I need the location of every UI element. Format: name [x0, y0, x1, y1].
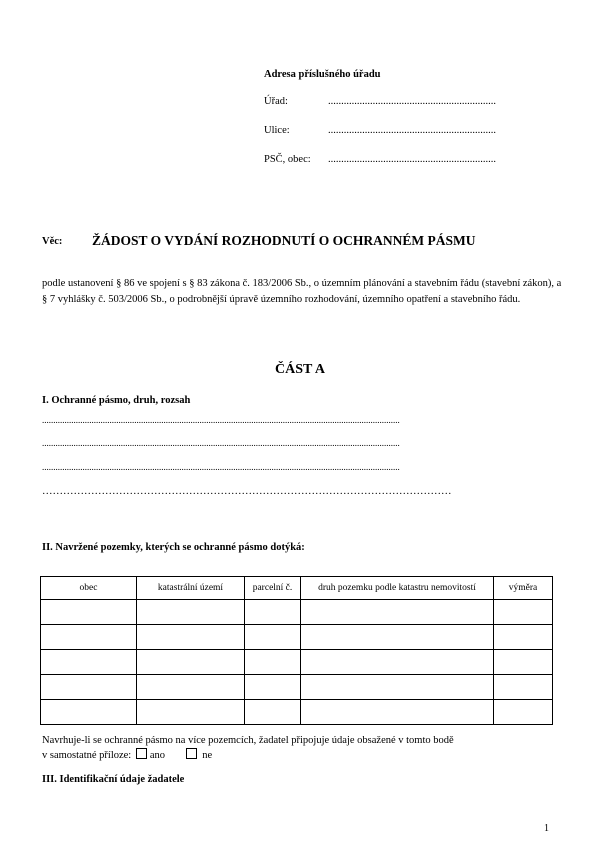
table-row [41, 600, 553, 625]
table-row [41, 700, 553, 725]
checkbox-yes-label: ano [149, 750, 166, 761]
office-label: Úřad: [264, 96, 288, 107]
part-a-heading: ČÁST A [275, 362, 325, 377]
section-1-line-4[interactable]: ……………………………………………………………………………………………………… [42, 486, 452, 497]
col-header-municipality: obec [41, 577, 137, 600]
table-cell[interactable] [494, 625, 553, 650]
table-cell[interactable] [137, 650, 245, 675]
table-header-row [41, 577, 553, 600]
subject-title: ŽÁDOST O VYDÁNÍ ROZHODNUTÍ O OCHRANNÉM PÁSMU [92, 233, 476, 248]
subject-label: Věc: [42, 236, 63, 247]
table-cell[interactable] [137, 675, 245, 700]
table-cell[interactable] [245, 600, 301, 625]
section-1-line-1[interactable]: ............................................................................................................................................................... [42, 415, 400, 425]
table-cell[interactable] [301, 650, 494, 675]
attachment-note-prefix: v samostatné příloze: [42, 750, 132, 761]
attachment-note-line-2 [42, 748, 562, 763]
table-row [41, 625, 553, 650]
table-cell[interactable] [137, 700, 245, 725]
table-cell[interactable] [137, 625, 245, 650]
table-cell[interactable] [245, 650, 301, 675]
table-cell[interactable] [41, 600, 137, 625]
table-cell[interactable] [41, 700, 137, 725]
checkbox-no[interactable] [186, 748, 197, 759]
postcode-row [264, 154, 496, 165]
section-1-line-2[interactable]: ............................................................................................................................................................... [42, 438, 400, 448]
legal-basis-paragraph: podle ustanovení § 86 ve spojení s § 83 zákona č. 183/2006 Sb., o územním plánování a stavebním řádu (stavební zákon), a § 7 vyhlášky č. 503/2006 Sb., o podrobnější úpravě územního rozhodování, územního opatření a stavebního řádu. [42, 278, 562, 305]
col-header-area: výměra [494, 577, 553, 600]
section-1-line-3[interactable]: ............................................................................................................................................................... [42, 462, 400, 472]
table-cell[interactable] [245, 625, 301, 650]
plots-table [40, 576, 553, 725]
table-row [41, 675, 553, 700]
attachment-note [42, 733, 562, 763]
col-header-cadastral-area: katastrální území [137, 577, 245, 600]
office-row [264, 96, 496, 107]
street-row [264, 125, 496, 136]
postcode-label: PSČ, obec: [264, 154, 311, 165]
page-number: 1 [544, 823, 549, 834]
table-cell[interactable] [41, 650, 137, 675]
table-cell[interactable] [494, 700, 553, 725]
checkbox-yes[interactable] [136, 748, 147, 759]
table-cell[interactable] [245, 700, 301, 725]
section-3-heading: III. Identifikační údaje žadatele [42, 774, 185, 785]
table-cell[interactable] [301, 625, 494, 650]
table-cell[interactable] [137, 600, 245, 625]
checkbox-no-label: ne [202, 750, 213, 761]
table-cell[interactable] [245, 675, 301, 700]
office-field[interactable]: ................................................................ [328, 96, 496, 107]
table-cell[interactable] [301, 700, 494, 725]
table-cell[interactable] [301, 600, 494, 625]
street-label: Ulice: [264, 125, 290, 136]
table-row [41, 650, 553, 675]
section-1-heading: I. Ochranné pásmo, druh, rozsah [42, 395, 191, 406]
postcode-field[interactable]: ................................................................ [328, 154, 496, 165]
table-cell[interactable] [41, 675, 137, 700]
office-address-title: Adresa příslušného úřadu [264, 69, 381, 80]
section-2-heading: II. Navržené pozemky, kterých se ochranné pásmo dotýká: [42, 542, 305, 553]
attachment-note-line-1: Navrhuje-li se ochranné pásmo na více pozemcích, žadatel připojuje údaje obsažené v tomto bodě [42, 735, 454, 746]
table-cell[interactable] [41, 625, 137, 650]
col-header-land-type: druh pozemku podle katastru nemovitostí [301, 577, 494, 600]
table-cell[interactable] [494, 600, 553, 625]
table-cell[interactable] [494, 650, 553, 675]
col-header-parcel-number: parcelní č. [245, 577, 301, 600]
table-cell[interactable] [301, 675, 494, 700]
table-cell[interactable] [494, 675, 553, 700]
street-field[interactable]: ................................................................ [328, 125, 496, 136]
